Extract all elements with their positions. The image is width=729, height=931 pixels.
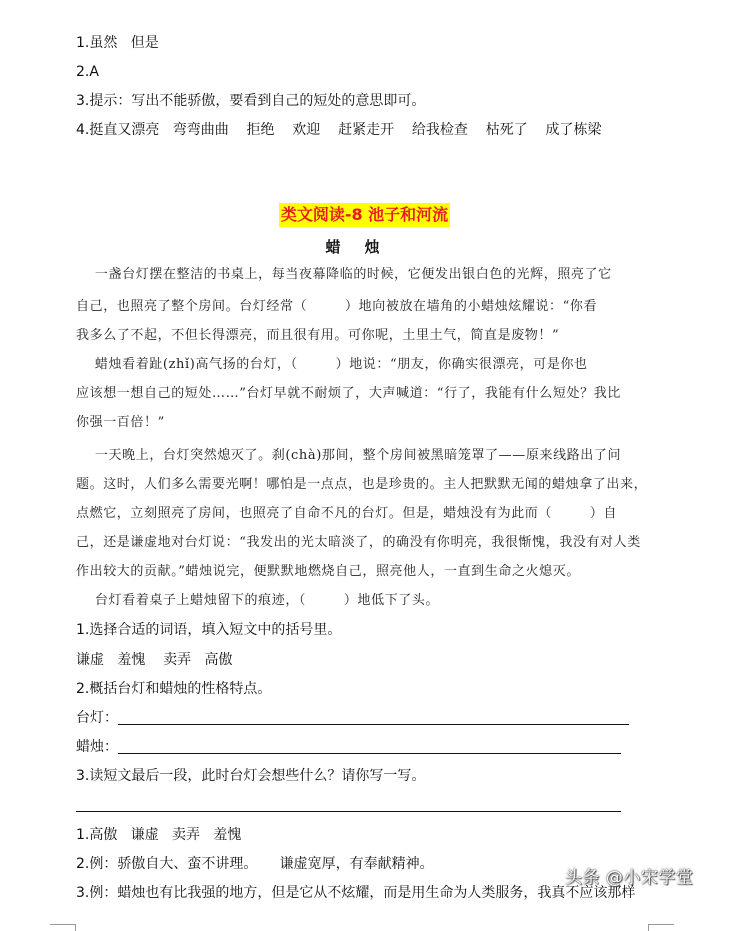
passage-line: 点燃它，立刻照亮了房间，也照亮了自命不凡的台灯。但是，蜡烛没有为此而（ ）自	[76, 506, 618, 521]
question-1-options: 谦虚 羞愧 卖弄 高傲	[76, 652, 233, 668]
page-corner-mark-right	[648, 924, 674, 931]
passage-line: 题。这时，人们多么需要光啊！哪怕是一点点，也是珍贵的。主人把默默无闻的蜡烛拿了出来，	[76, 477, 648, 492]
answer-1: 1.高傲 谦虚 卖弄 羞愧	[76, 827, 242, 843]
candle-answer-blank[interactable]	[118, 753, 621, 754]
passage-line: 作出较大的贡献。”蜡烛说完，便默默地燃烧自己，照亮他人，一直到生命之火熄灭。	[76, 564, 580, 579]
passage-line: 应该想一想自己的短处……”台灯早就不耐烦了，大声喊道：“行了，我能有什么短处？我比	[76, 386, 621, 401]
passage-line: 台灯看着桌子上蜡烛留下的痕迹，（ ）地低下了头。	[76, 593, 440, 608]
passage-line: 己，还是谦虚地对台灯说：“我发出的光太暗淡了，的确没有你明亮，我很惭愧，我没有对人类	[76, 535, 641, 550]
lamp-answer-blank[interactable]	[118, 724, 629, 725]
passage-line: 一盏台灯摆在整洁的书桌上，每当夜幕降临的时候，它便发出银白色的光辉，照亮了它	[76, 267, 612, 282]
section-title: 类文阅读-8 池子和河流	[279, 203, 450, 227]
prev-answer-4: 4.挺直又漂亮 弯弯曲曲 拒绝 欢迎 赶紧走开 给我检查 枯死了 成了栋梁	[76, 122, 602, 138]
question-3: 3.读短文最后一段，此时台灯会想些什么？请你写一写。	[76, 768, 426, 784]
section-title-container	[0, 203, 729, 227]
answer-3: 3.例：蜡烛也有比我强的地方，但是它从不炫耀，而是用生命为人类服务，我真不应该那样	[76, 885, 636, 901]
passage-line: 你强一百倍！”	[76, 415, 165, 430]
lamp-label: 台灯：	[76, 710, 118, 726]
watermark: 头条 @小宋学堂	[565, 868, 694, 888]
question-2: 2.概括台灯和蜡烛的性格特点。	[76, 681, 272, 697]
prev-answer-3: 3.提示：写出不能骄傲，要看到自己的短处的意思即可。	[76, 93, 426, 109]
question-1: 1.选择合适的词语，填入短文中的括号里。	[76, 622, 342, 638]
passage-line: 一天晚上，台灯突然熄灭了。刹(chà)那间，整个房间被黑暗笼罩了——原来线路出了问	[76, 448, 622, 463]
passage-line: 自己，也照亮了整个房间。台灯经常（ ）地向被放在墙角的小蜡烛炫耀说：“你看	[76, 299, 598, 314]
passage-line: 我多么了不起，不但长得漂亮，而且很有用。可你呢，土里土气，简直是废物！”	[76, 328, 560, 343]
prev-answer-1: 1.虽然 但是	[76, 35, 159, 51]
prev-answer-2: 2.A	[76, 64, 99, 80]
question-3-answer-blank[interactable]	[76, 811, 621, 812]
passage-line: 蜡烛看着趾(zhǐ)高气扬的台灯，（ ）地说：“朋友，你确实很漂亮，可是你也	[76, 357, 588, 372]
page-corner-mark-left	[50, 924, 76, 931]
story-title-container	[0, 236, 729, 257]
candle-label: 蜡烛：	[76, 739, 118, 755]
answer-2: 2.例：骄傲自大、蛮不讲理。 谦虚宽厚，有奉献精神。	[76, 856, 434, 872]
story-title: 蜡烛	[325, 238, 404, 256]
